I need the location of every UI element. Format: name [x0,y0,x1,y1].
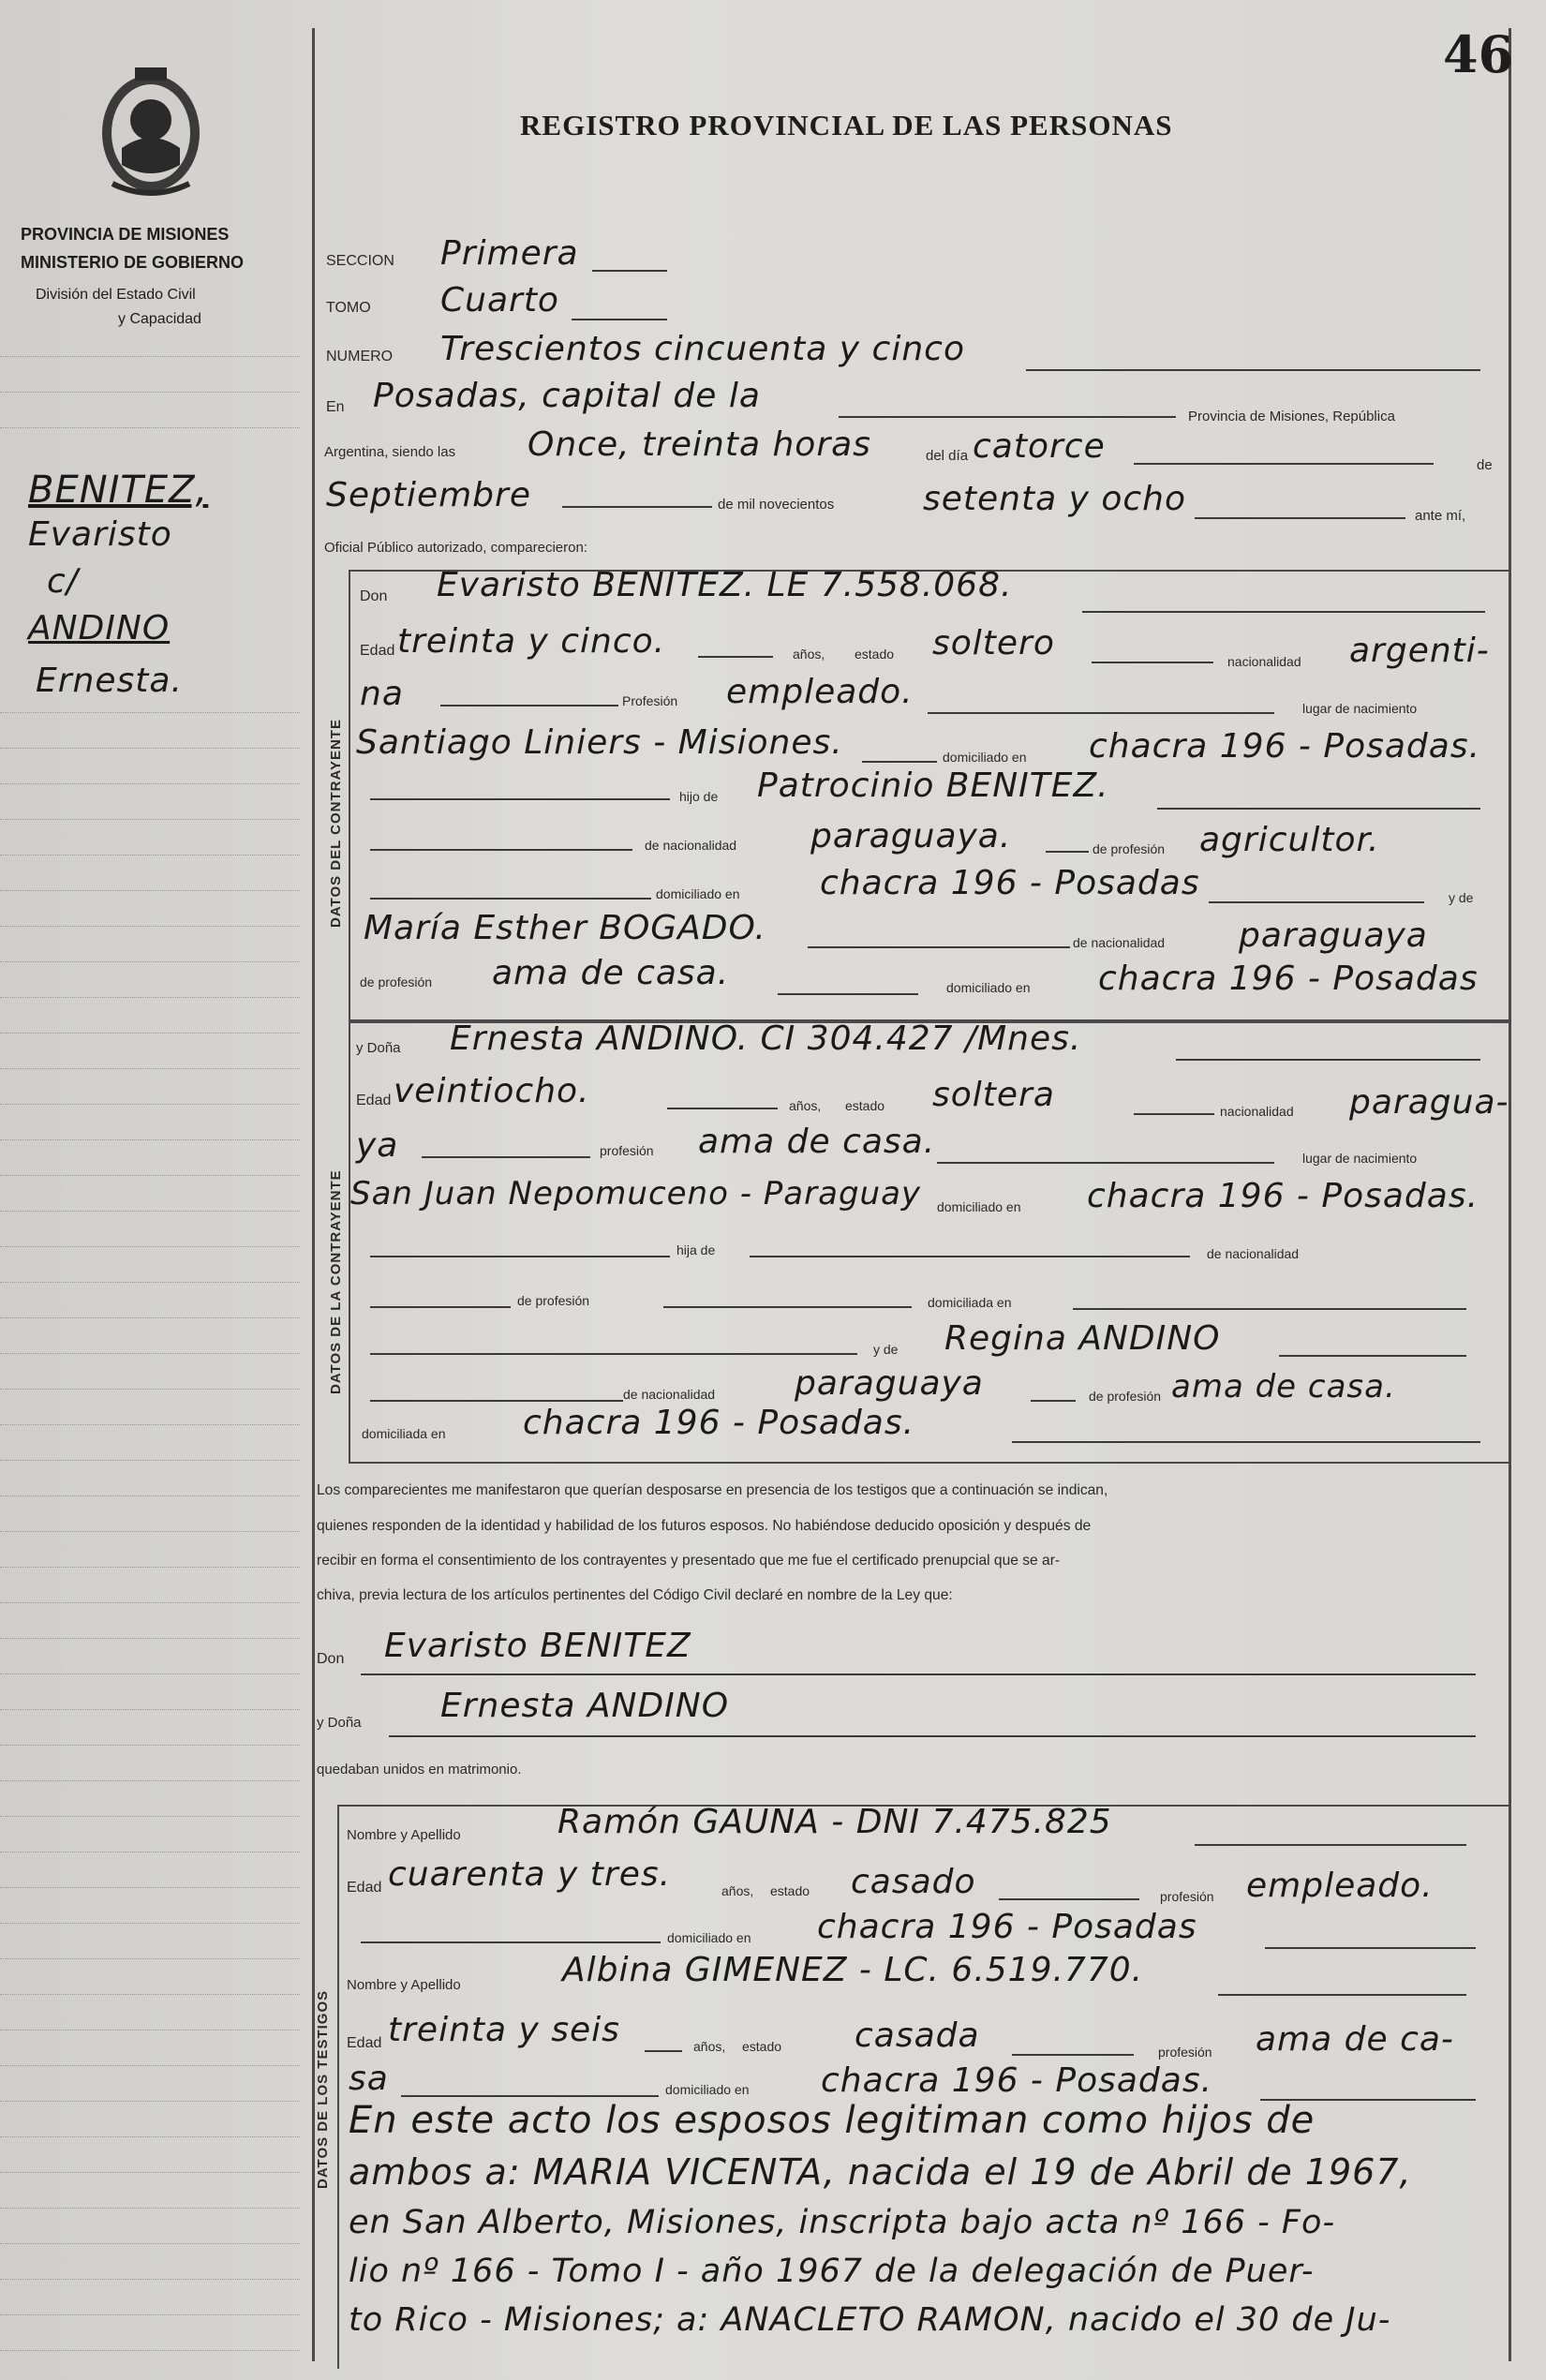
profesion-label-2: profesión [600,1143,654,1158]
profesion-label: Profesión [622,693,678,708]
bride-nationality-value-1: paragua- [1349,1083,1509,1122]
ante-mi-label: ante mí, [1415,508,1466,524]
margin-ruled-line [0,748,300,749]
fill-line [645,2050,682,2052]
t1-anos-label: años, [721,1883,754,1898]
ministry-header: MINISTERIO DE GOBIERNO [21,253,245,272]
fill-line [370,798,670,800]
margin-ruled-line [0,1958,300,1959]
margin-ruled-line [0,1816,300,1817]
fill-line [1012,2054,1134,2056]
margin-ruled-line [0,1246,300,1247]
decl-bride-value: Ernesta ANDINO [440,1687,730,1725]
de-mil-label: de mil novecientos [718,497,835,513]
t2-estado-label: estado [742,2039,782,2054]
fill-line [1092,662,1213,663]
fill-line [370,1256,670,1257]
mes-value: Septiembre [326,476,531,514]
t2-anos-label: años, [693,2039,726,2054]
groom-father-value: Patrocinio BENITEZ. [757,766,1109,805]
y-de-label: y de [1449,890,1474,905]
margin-ruled-line [0,1567,300,1568]
fill-line [562,506,712,508]
groom-address-value: chacra 196 - Posadas. [1089,727,1481,766]
margin-ruled-line [0,961,300,962]
numero-label: NUMERO [326,349,394,364]
estado-label-2: estado [845,1098,885,1113]
fill-line [370,898,651,900]
domiciliada-label: domiciliada en [928,1295,1012,1310]
margin-note-surname: BENITEZ, [28,469,209,512]
declaration-paragraph-line-1: Los comparecientes me manifestaron que querían desposarse en presencia de los testigos que a continuación se indican, [317,1482,1108,1498]
domiciliado-label: domiciliado en [943,750,1027,765]
margin-ruled-line [0,1139,300,1140]
anio-value: setenta y ocho [923,480,1187,518]
margin-ruled-line [0,1780,300,1781]
document-title: REGISTRO PROVINCIAL DE LAS PERSONAS [520,109,1173,141]
bride-name-value: Ernesta ANDINO. CI 304.427 /Mnes. [450,1019,1082,1058]
fill-line [1073,1308,1466,1310]
margin-ruled-line [0,997,300,998]
groom-age-value: treinta y cinco. [397,622,666,661]
witness-2-address-value: chacra 196 - Posadas. [821,2061,1213,2100]
fill-line [1209,901,1424,903]
witness-1-profession-value: empleado. [1246,1867,1434,1905]
t2-edad-label: Edad [347,2035,382,2051]
edad-label: Edad [360,643,395,659]
margin-ruled-line [0,2350,300,2351]
hija-de-label: hija de [676,1242,716,1257]
decl-don-label: Don [317,1651,345,1667]
lugar-nac-label: lugar de nacimiento [1302,701,1418,716]
division-header: División del Estado Civil [36,287,196,303]
margin-ruled-line [0,1923,300,1924]
fill-line [370,849,632,851]
anos-label: años, [793,647,825,662]
margin-ruled-line [0,1033,300,1034]
legitimation-note-line-3: en San Alberto, Misiones, inscripta bajo acta nº 166 - Fo- [349,2204,1336,2241]
groom-section-label: DATOS DEL CONTRAYENTE [328,719,344,928]
t1-nombre-label: Nombre y Apellido [347,1827,461,1843]
fill-line [928,712,1274,714]
margin-ruled-line [0,427,300,428]
seccion-value: Primera [440,234,579,273]
declaration-paragraph-line-3: recibir en forma el consentimiento de los contrayentes y presentado que me fue el certificado prenupcial que se ar- [317,1553,1061,1569]
margin-ruled-line [0,2136,300,2137]
groom-nationality-value-1: argenti- [1349,632,1490,670]
groom-profession-value: empleado. [726,673,914,711]
numero-value: Trescientos cincuenta y cinco [440,330,965,368]
del-dia-label: del día [926,448,969,464]
fill-line [667,1108,778,1109]
t2-profesion-label: profesión [1158,2045,1212,2060]
witnesses-section-label: DATOS DE LOS TESTIGOS [315,1989,331,2189]
domiciliada-label-2: domiciliada en [362,1426,446,1441]
witness-2-age-value: treinta y seis [388,2011,620,2049]
province-header: PROVINCIA DE MISIONES [21,225,230,244]
decl-groom-value: Evaristo BENITEZ [384,1627,691,1665]
margin-ruled-line [0,1175,300,1176]
margin-ruled-line [0,1531,300,1532]
fill-line [1046,851,1089,853]
t1-domiciliado-label: domiciliado en [667,1930,751,1945]
page-number: 46 [1443,24,1514,84]
de-label: de [1477,457,1493,473]
provincia-label: Provincia de Misiones, República [1188,409,1395,424]
margin-ruled-line [0,1317,300,1318]
bride-birthplace-value: San Juan Nepomuceno - Paraguay [350,1175,922,1212]
fill-line [370,1353,857,1355]
margin-ruled-line [0,1282,300,1283]
fill-line [999,1898,1139,1900]
t2-nombre-label: Nombre y Apellido [347,1977,461,1993]
legitimation-note-line-4: lio nº 166 - Tomo I - año 1967 de la delegación de Puer- [349,2253,1315,2290]
fill-line [370,1400,623,1402]
fill-line [401,2095,659,2097]
groom-father-address-value: chacra 196 - Posadas [820,864,1200,902]
bride-age-value: veintiocho. [394,1072,590,1110]
fill-line [778,993,918,995]
argentina-label: Argentina, siendo las [324,444,456,460]
bride-mother-address-value: chacra 196 - Posadas. [523,1404,915,1442]
fill-line [389,1735,1476,1737]
de-profesion-label-4: de profesión [1089,1389,1162,1404]
decl-dona-label: y Doña [317,1715,362,1731]
margin-ruled-line [0,819,300,820]
margin-ruled-line [0,712,300,713]
bride-mother-profession-value: ama de casa. [1171,1368,1396,1406]
legitimation-note-line-2: ambos a: MARIA VICENTA, nacida el 19 de Abril de 1967, [349,2151,1412,2193]
margin-note-name-2: Ernesta. [36,662,183,700]
margin-ruled-line [0,1460,300,1461]
de-nacionalidad-label-4: de nacionalidad [623,1387,716,1402]
witness-1-civil-status-value: casado [851,1863,976,1901]
bride-section-label: DATOS DE LA CONTRAYENTE [328,1169,344,1394]
declaration-paragraph-line-4: chiva, previa lectura de los artículos pertinentes del Código Civil declaré en nombre de la Ley que: [317,1587,953,1603]
fill-line [1279,1355,1466,1357]
fill-line [361,1673,1476,1675]
groom-father-nationality-value: paraguaya. [810,817,1012,855]
margin-ruled-line [0,2279,300,2280]
legitimation-note-line-5: to Rico - Misiones; a: ANACLETO RAMON, nacido el 30 de Ju- [349,2301,1391,2339]
de-profesion-label-3: de profesión [517,1293,590,1308]
seccion-label: SECCION [326,253,394,269]
fill-line [440,705,618,707]
t1-edad-label: Edad [347,1880,382,1896]
fill-line [1082,611,1485,613]
de-profesion-label: de profesión [1093,841,1166,856]
de-nacionalidad-label: de nacionalidad [645,838,737,853]
fill-line [1176,1059,1480,1061]
don-label: Don [360,588,388,604]
fill-line [361,1941,661,1943]
domiciliado-label-4: domiciliado en [937,1199,1021,1214]
margin-ruled-line [0,1745,300,1746]
fill-line [1134,1113,1214,1115]
groom-mother-address-value: chacra 196 - Posadas [1098,959,1479,998]
fill-line [1157,808,1480,810]
margin-ruled-line [0,2208,300,2209]
fill-line [808,946,1070,948]
tomo-value: Cuarto [440,281,559,320]
margin-ruled-line [0,1709,300,1710]
provincial-seal-icon [94,62,208,199]
margin-ruled-line [0,1389,300,1390]
margin-note-surname-2: ANDINO [28,609,171,647]
witness-2-civil-status-value: casada [855,2016,980,2055]
groom-birthplace-value: Santiago Liniers - Misiones. [356,723,843,762]
margin-ruled-line [0,2314,300,2315]
margin-note-name: Evaristo [28,515,172,554]
bride-address-value: chacra 196 - Posadas. [1087,1177,1479,1215]
witness-2-profession-value-1: ama de ca- [1256,2020,1454,2059]
witness-1-age-value: cuarenta y tres. [388,1855,672,1894]
bride-civil-status-value: soltera [932,1076,1055,1114]
de-nacionalidad-label-3: de nacionalidad [1207,1246,1300,1261]
fill-line [663,1306,912,1308]
margin-ruled-line [0,1673,300,1674]
margin-ruled-line [0,1353,300,1354]
fill-line [1195,1844,1466,1846]
margin-ruled-line [0,2101,300,2102]
t2-domiciliado-label: domiciliado en [665,2082,750,2097]
edad-label-2: Edad [356,1093,392,1108]
t1-profesion-label: profesión [1160,1889,1214,1904]
fill-line [1195,517,1405,519]
groom-father-profession-value: agricultor. [1199,821,1380,859]
fill-line [592,270,667,272]
hijo-de-label: hijo de [679,789,719,804]
margin-ruled-line [0,926,300,927]
margin-ruled-line [0,1104,300,1105]
witness-1-name-value: Ramón GAUNA - DNI 7.475.825 [557,1803,1112,1841]
margin-note-with: c/ [47,562,79,601]
hora-value: Once, treinta horas [528,425,871,464]
fill-line [1031,1400,1076,1402]
legitimation-note-line-1: En este acto los esposos legitiman como hijos de [349,2099,1316,2142]
fill-line [422,1156,590,1158]
fill-line [862,761,937,763]
groom-mother-value: María Esther BOGADO. [364,909,766,947]
margin-ruled-line [0,356,300,357]
domiciliado-label-2: domiciliado en [656,886,740,901]
bride-profession-value: ama de casa. [698,1123,936,1161]
y-de-label-2: y de [873,1342,899,1357]
witness-1-address-value: chacra 196 - Posadas [817,1908,1197,1946]
margin-ruled-line [0,1495,300,1496]
fill-line [572,319,667,320]
fill-line [750,1256,1190,1257]
fill-line [370,1306,511,1308]
groom-nationality-value-2: na [360,675,404,713]
bride-mother-nationality-value: paraguaya [795,1364,984,1403]
bride-nationality-value-2: ya [356,1126,399,1165]
dia-value: catorce [973,427,1106,466]
fill-line [1218,1994,1466,1996]
lugar-value: Posadas, capital de la [373,377,761,415]
nacionalidad-label-2: nacionalidad [1220,1104,1294,1119]
frame-right-line [1509,28,1511,2361]
t1-estado-label: estado [770,1883,810,1898]
fill-line [839,416,1176,418]
declaration-paragraph-line-2: quienes responden de la identidad y habilidad de los futuros esposos. No habiéndose deducido oposición y después de [317,1518,1092,1534]
tomo-label: TOMO [326,300,371,316]
margin-ruled-line [0,2243,300,2244]
margin-ruled-line [0,1211,300,1212]
fill-line [698,656,773,658]
margin-ruled-line [0,1994,300,1995]
fill-line [1026,369,1480,371]
en-label: En [326,399,345,415]
de-profesion-label-2: de profesión [360,974,433,989]
fill-line [937,1162,1274,1164]
bride-mother-value: Regina ANDINO [944,1319,1221,1358]
groom-name-value: Evaristo BENITEZ. LE 7.558.068. [437,566,1013,604]
margin-ruled-line [0,1424,300,1425]
groom-civil-status-value: soltero [932,624,1055,662]
margin-ruled-line [0,1638,300,1639]
domiciliado-label-3: domiciliado en [946,980,1031,995]
witness-2-profession-value-2: sa [349,2060,389,2098]
margin-ruled-line [0,1068,300,1069]
estado-label: estado [855,647,895,662]
fill-line [1012,1441,1480,1443]
oficial-label: Oficial Público autorizado, comparecieron: [324,540,587,556]
groom-mother-profession-value: ama de casa. [492,954,730,992]
margin-ruled-line [0,1887,300,1888]
groom-mother-nationality-value: paraguaya [1239,916,1428,955]
margin-ruled-line [0,392,300,393]
fill-line [1265,1947,1476,1949]
anos-label-2: años, [789,1098,822,1113]
nacionalidad-label: nacionalidad [1227,654,1301,669]
y-dona-label: y Doña [356,1040,401,1056]
fill-line [1134,463,1434,465]
margin-ruled-line [0,783,300,784]
witness-2-name-value: Albina GIMENEZ - LC. 6.519.770. [562,1951,1144,1989]
capacity-header: y Capacidad [118,311,201,327]
margin-ruled-line [0,2065,300,2066]
quedaban-label: quedaban unidos en matrimonio. [317,1762,522,1778]
margin-ruled-line [0,2172,300,2173]
de-nacionalidad-label-2: de nacionalidad [1073,935,1166,950]
margin-ruled-line [0,1602,300,1603]
lugar-nac-label-2: lugar de nacimiento [1302,1151,1418,1166]
margin-ruled-line [0,890,300,891]
